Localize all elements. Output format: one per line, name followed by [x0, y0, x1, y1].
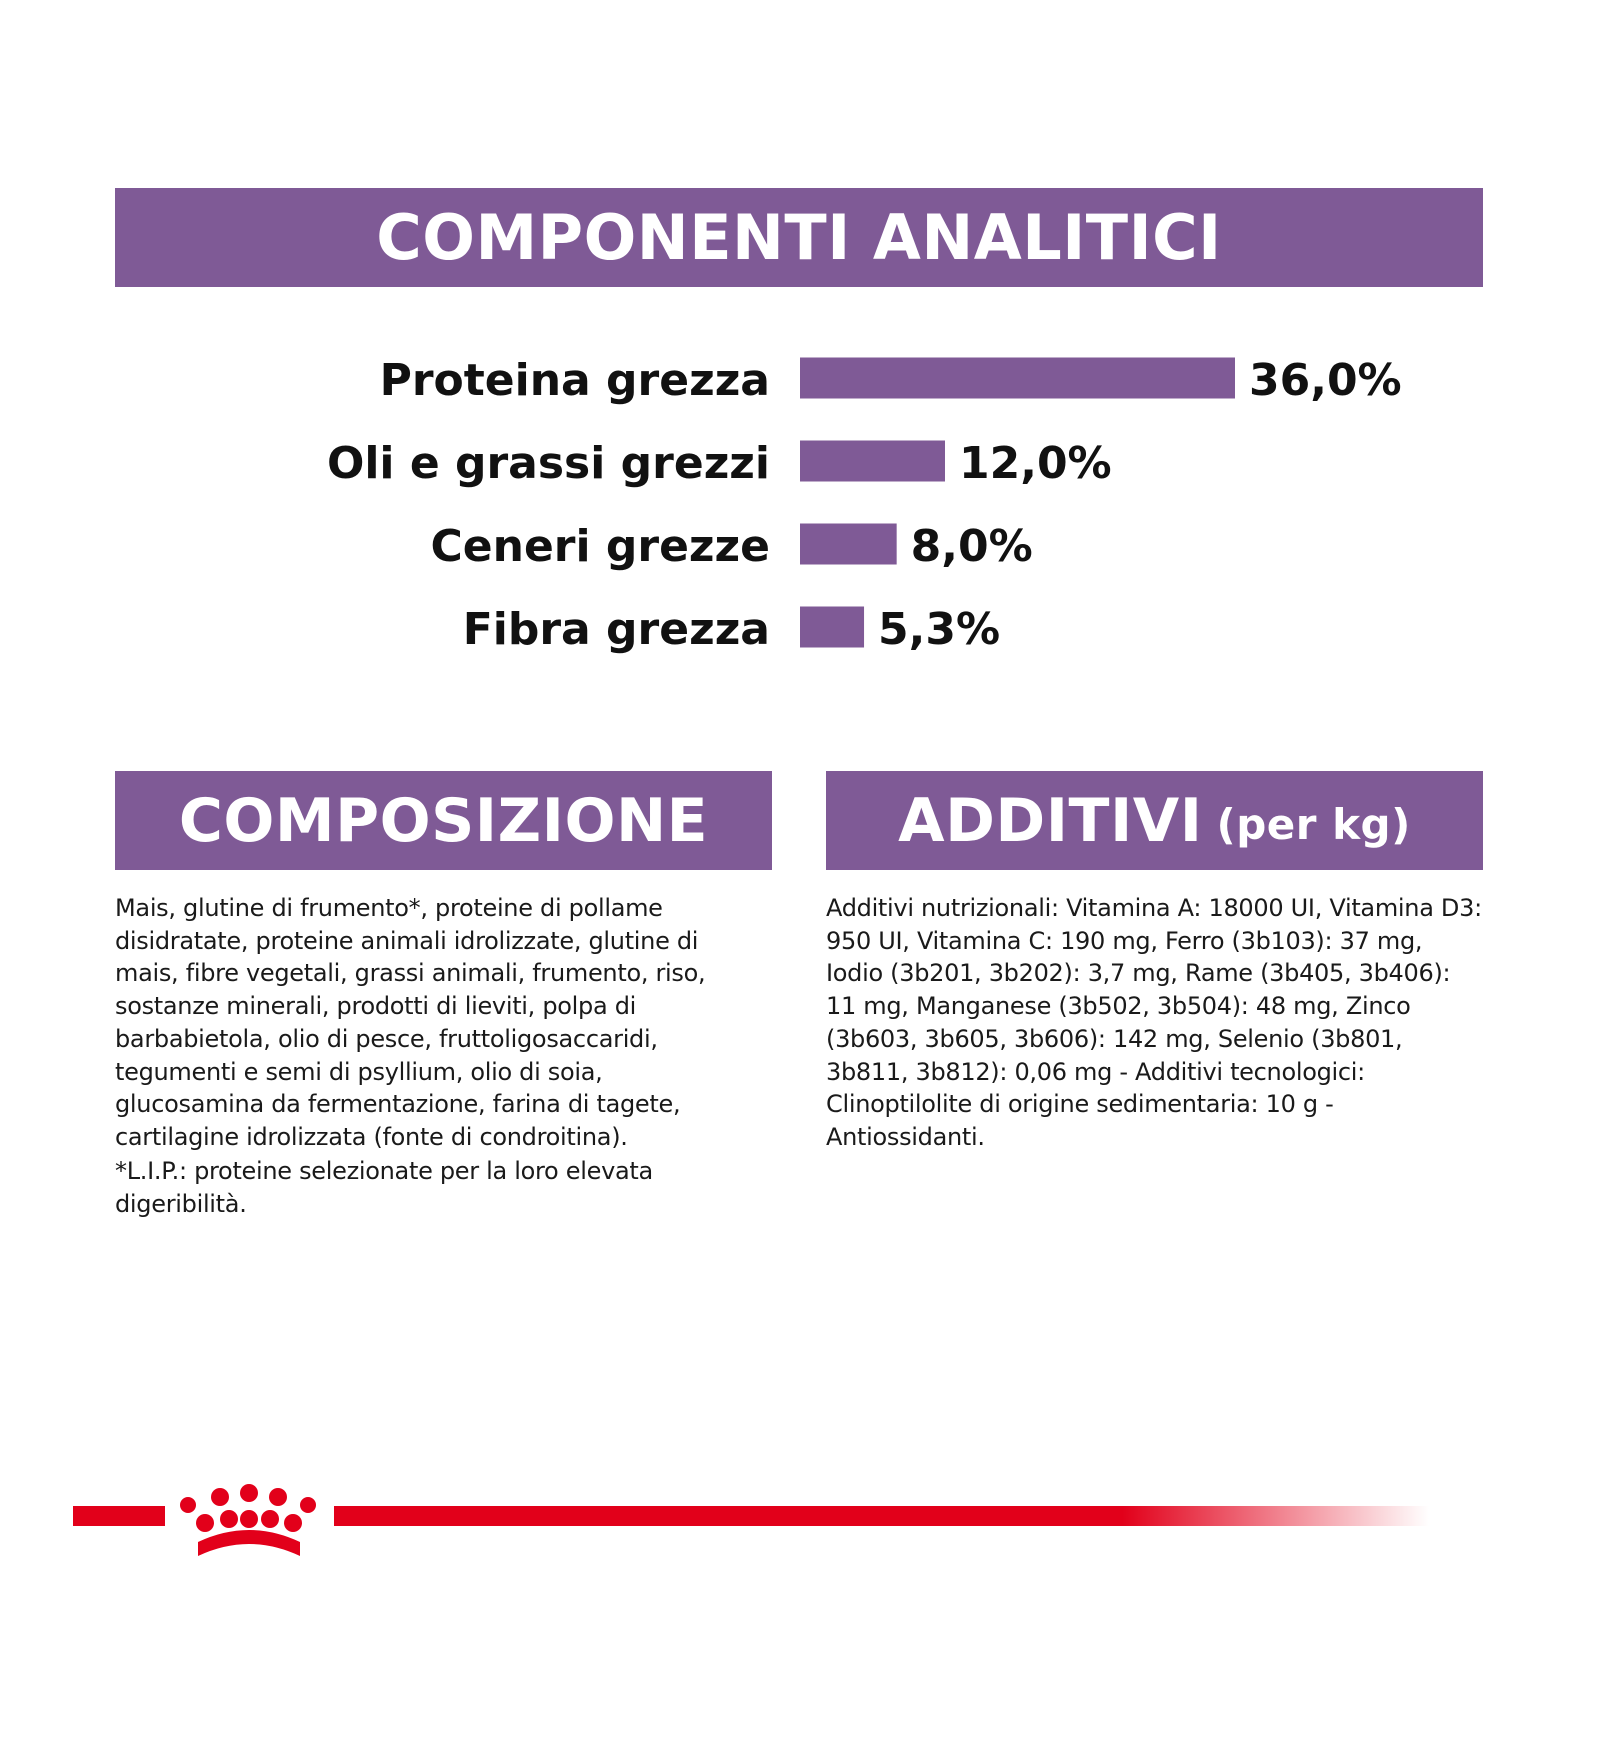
- composition-header: [115, 771, 772, 870]
- royal-canin-crown-icon: [180, 1484, 316, 1556]
- composition-title: COMPOSIZIONE: [178, 785, 709, 856]
- composition-note: *L.I.P.: proteine selezionate per la loro elevata digeribilità.: [115, 1157, 653, 1218]
- value-label: 12,0%: [959, 438, 1112, 489]
- additives-text: Additivi nutrizionali: Vitamina A: 18000 UI, Vitamina D3: 950 UI, Vitamina C: 190 mg, Ferro (3b103): 37 mg, Iodio (3b201, 3b202): 3,7 mg, Rame (3b405, 3b406): 11 mg, Manganese (3b502, 3b504): 48 mg, Zinco (3b603, 3b605, 3b606): 142 mg, Selenio (3b801, 3b811, 3b812): 0,06 mg - Additivi tecnologici: Clinoptilolite di origine sedimentaria: 10 g - Antiossidanti.: [826, 894, 1482, 1151]
- value-label: 5,3%: [878, 604, 1001, 655]
- bar: [800, 441, 945, 482]
- value-label: 8,0%: [910, 521, 1033, 572]
- value-label: 36,0%: [1249, 355, 1402, 406]
- bar: [800, 358, 1235, 399]
- composition-text: Mais, glutine di frumento*, proteine di pollame disidratate, proteine animali idrolizzate, glutine di mais, fibre vegetali, grassi animali, frumento, riso, sostanze minerali, prodotti di lieviti, polpa di barbabietola, olio di pesce, fruttoligosaccaridi, tegumenti e semi di psyllium, olio di soia, glucosamina da fermentazione, farina di tagete, cartilagine idrolizzata (fonte di condroitina).: [115, 894, 706, 1151]
- additives-title: ADDITIVI: [898, 785, 1203, 856]
- brand-line-left: [73, 1506, 165, 1526]
- analytic-components-title: COMPONENTI ANALITICI: [376, 201, 1222, 274]
- analytic-components-chart: [0, 0, 1600, 720]
- additives-unit: (per kg): [1216, 800, 1411, 849]
- bar: [800, 524, 897, 565]
- brand-footer-line: [0, 1470, 1600, 1600]
- category-label: Oli e grassi grezzi: [326, 438, 770, 489]
- brand-line-right: [334, 1506, 1429, 1526]
- additives-header: [826, 771, 1483, 870]
- bar: [800, 607, 864, 648]
- category-label: Ceneri grezze: [430, 521, 770, 572]
- category-label: Proteina grezza: [379, 355, 770, 406]
- category-label: Fibra grezza: [462, 604, 770, 655]
